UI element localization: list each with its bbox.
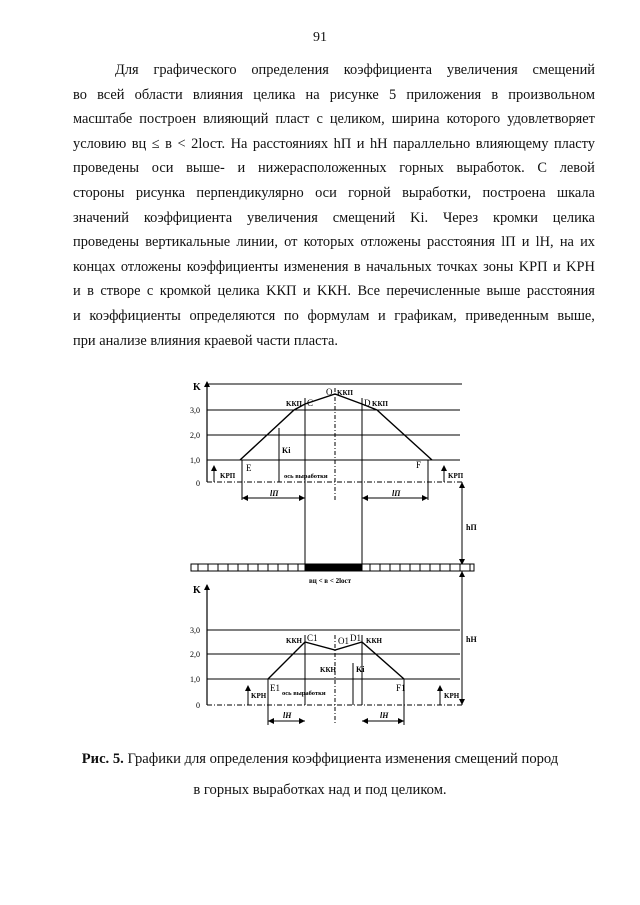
top-tick-2: 2,0 <box>190 431 200 440</box>
point-E: E <box>246 463 252 473</box>
top-tick-1: 1,0 <box>190 456 200 465</box>
bottom-axis-label: K <box>193 585 201 596</box>
caption-line-2: в горных выработках над и под целиком. <box>193 782 447 798</box>
bottom-tick-0: 0 <box>196 701 200 710</box>
caption-text-1: Графики для определения коэффициента изменения смещений пород <box>127 751 559 767</box>
caption-label: Рис. 5. <box>81 751 124 767</box>
paragraph-line-9: концах отложены коэффициенты изменения в начальных точках зоны KРП и KРН <box>73 258 595 275</box>
top-tick-0: 0 <box>196 479 200 488</box>
paragraph-line-7: значений коэффициента увеличения смещений Ki. Через кромки целика <box>73 209 595 226</box>
label-k-rp-right: KРП <box>448 472 464 480</box>
point-D: D <box>364 398 371 408</box>
label-os-vyrabotki-bottom: ось выработки <box>282 690 326 697</box>
label-k-kn-center: KКН <box>320 666 336 674</box>
figure-caption <box>0 746 640 804</box>
label-k-i-bottom: Ki <box>356 665 365 674</box>
paragraph-line-6: стороны рисунка перпендикулярно оси горной выработки, построена шкала <box>73 184 595 201</box>
pillar <box>305 564 362 571</box>
label-os-vyrabotki-top: ось выработки <box>284 473 328 480</box>
paragraph-line-3: масштабе построен влияющий пласт с целиком, ширина которого удовлетворяет <box>73 111 595 128</box>
paragraph-line-10: и в створе с кромкой целика KКП и KКН. Все перечисленные выше расстояния <box>73 283 595 300</box>
seam-right <box>362 564 474 571</box>
paragraph-line-1: Для графического определения коэффициента увеличения смещений <box>115 62 595 78</box>
label-l-p-right: lП <box>392 489 401 498</box>
paragraph <box>73 58 595 353</box>
point-C: C <box>307 398 314 408</box>
label-l-n-right: lН <box>380 711 389 720</box>
label-h-p: hП <box>466 523 477 532</box>
label-k-kp-max: KКП <box>337 389 353 397</box>
bottom-curve <box>268 642 404 679</box>
point-E1: E1 <box>270 683 280 693</box>
point-O1: O1 <box>338 636 349 646</box>
paragraph-line-5: проведены оси выше- и нижерасположенных горных выработок. С левой <box>73 160 595 177</box>
point-F: F <box>416 460 422 470</box>
point-O: O <box>326 387 333 397</box>
bottom-tick-2: 2,0 <box>190 650 200 659</box>
top-curve <box>240 394 432 460</box>
label-l-p-left: lП <box>270 489 279 498</box>
paragraph-line-11: и коэффициенты определяются по формулам и графикам, приведенным выше, <box>73 307 595 324</box>
label-k-rn-right: KРН <box>444 692 460 700</box>
paragraph-line-8: проведены вертикальные линии, от которых отложены расстояния lП и lН, на их <box>73 234 595 251</box>
label-k-rp-left: KРП <box>220 472 236 480</box>
label-k-i-top: Ki <box>282 446 291 455</box>
paragraph-line-12: при анализе влияния краевой части пласта. <box>73 332 338 349</box>
top-axis-label: K <box>193 382 201 393</box>
paragraph-line-4: условию вц ≤ в < 2lост. На расстояниях hП и hН параллельно влияющему пласту <box>73 135 595 152</box>
top-tick-3: 3,0 <box>190 406 200 415</box>
point-D1: D1 <box>350 633 361 643</box>
label-k-kn-left: KКН <box>286 637 302 645</box>
label-k-kp-right: KКП <box>372 400 388 408</box>
label-k-rn-left: KРН <box>251 692 267 700</box>
label-k-kn-right: KКН <box>366 637 382 645</box>
bottom-tick-1: 1,0 <box>190 675 200 684</box>
bottom-tick-3: 3,0 <box>190 626 200 635</box>
label-k-kp-left: KКП <box>286 400 302 408</box>
label-width-condition: вц < в < 2lост <box>309 577 352 585</box>
label-h-n: hН <box>466 635 477 644</box>
figure-5-diagram <box>190 380 480 735</box>
page-number: 91 <box>313 30 327 45</box>
paragraph-line-2: во всей области влияния целика на рисунке 5 приложения в произвольном <box>73 86 595 103</box>
point-C1: C1 <box>307 633 318 643</box>
label-l-n-left: lН <box>283 711 292 720</box>
point-F1: F1 <box>396 683 406 693</box>
caption-line-1 <box>0 746 640 773</box>
